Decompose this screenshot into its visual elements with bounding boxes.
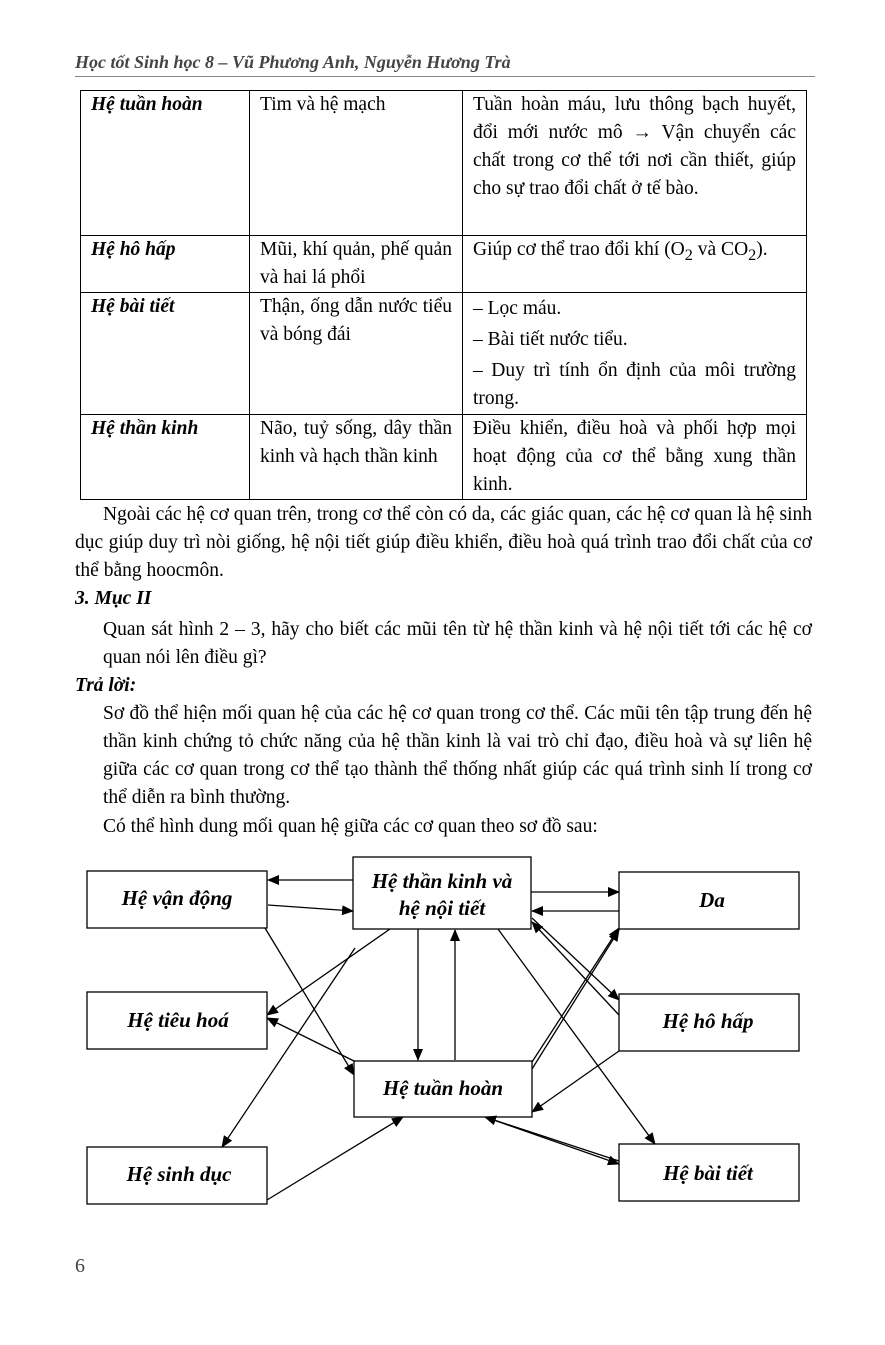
node-nervous-label-1: Hệ thần kinh và [371, 869, 513, 893]
system-cell: Hệ hô hấp [81, 236, 250, 293]
arrow [268, 905, 353, 911]
arrow [532, 930, 619, 1069]
arrow [265, 928, 354, 1075]
function-item: – Bài tiết nước tiểu. [473, 329, 628, 350]
para-after-table: Ngoài các hệ cơ quan trên, trong cơ thể còn có da, các giác quan, các hệ cơ quan là hệ sinh dục giúp duy trì nòi giống, hệ nội tiết giúp điều khiển, điều hoà quá trình trao đổi chất của cơ thể bằng hoocmôn. [75, 504, 812, 581]
node-circulatory-label: Hệ tuần hoàn [382, 1076, 504, 1100]
node-digestive-label: Hệ tiêu hoá [127, 1008, 229, 1032]
function-cell: Giúp cơ thể trao đổi khí ($O_2$ và $CO_2$). [463, 236, 807, 293]
function-cell: Điều khiển, điều hoà và phối hợp mọi hoạt động của cơ thể bằng xung thần kinh. [463, 415, 807, 500]
question-text: Quan sát hình 2 – 3, hãy cho biết các mũi tên từ hệ thần kinh và hệ nội tiết tới các hệ cơ quan nói lên điều gì? [103, 619, 812, 668]
organs-cell: Thận, ống dẫn nước tiểu và bóng đái [250, 293, 463, 415]
arrow [532, 922, 619, 1015]
section-heading: 3. Mục II [75, 588, 152, 609]
system-cell: Hệ bài tiết [81, 293, 250, 415]
node-nervous-label-2: hệ nội tiết [398, 896, 486, 920]
arrow [532, 918, 619, 1000]
node-excretory-label: Hệ bài tiết [663, 1161, 753, 1185]
running-header: Học tốt Sinh học 8 – Vũ Phương Anh, Nguyễn Hương Trà [75, 52, 511, 72]
organs-cell: Mũi, khí quản, phế quản và hai lá phổi [250, 236, 463, 293]
organs-cell: Não, tuỷ sống, dây thần kinh và hạch thần kinh [250, 415, 463, 500]
diagram-intro: Có thể hình dung mối quan hệ giữa các cơ quan theo sơ đồ sau: [103, 816, 598, 837]
arrow [532, 928, 619, 1062]
arrow [267, 1117, 403, 1200]
answer-label: Trả lời: [75, 675, 137, 696]
function-item: – Lọc máu. [473, 298, 562, 319]
organs-cell: Tim và hệ mạch [250, 91, 463, 236]
page-number: 6 [75, 1255, 85, 1277]
function-cell: Tuần hoàn máu, lưu thông bạch huyết, đổi mới nước mô → Vận chuyển các chất trong cơ thể tới nơi cần thiết, giúp cho sự trao đổi chất ở tế bào. [463, 91, 807, 236]
node-skin-label: Da [699, 888, 725, 912]
node-respiratory-label: Hệ hô hấp [662, 1009, 754, 1033]
system-cell: Hệ tuần hoàn [81, 91, 250, 236]
function-item: – Duy trì tính ổn định của môi trường trong. [473, 360, 796, 409]
system-cell: Hệ thần kinh [81, 415, 250, 500]
node-reproductive-label: Hệ sinh dục [126, 1162, 232, 1186]
arrow [267, 929, 390, 1015]
answer-text: Sơ đồ thể hiện mối quan hệ của các hệ cơ quan trong cơ thể. Các mũi tên tập trung đến hệ thần kinh chứng tỏ chức năng của hệ thần kinh là vai trò chỉ đạo, điều hoà và sự liên hệ giữa các cơ quan trong cơ thể tạo thành thể thống nhất giúp các quá trình sinh lí trong cơ thể diễn ra bình thường. [103, 703, 812, 808]
arrow [267, 1018, 354, 1061]
arrow [532, 1051, 619, 1112]
node-motor-label: Hệ vận động [121, 886, 233, 910]
arrow [485, 1117, 619, 1161]
